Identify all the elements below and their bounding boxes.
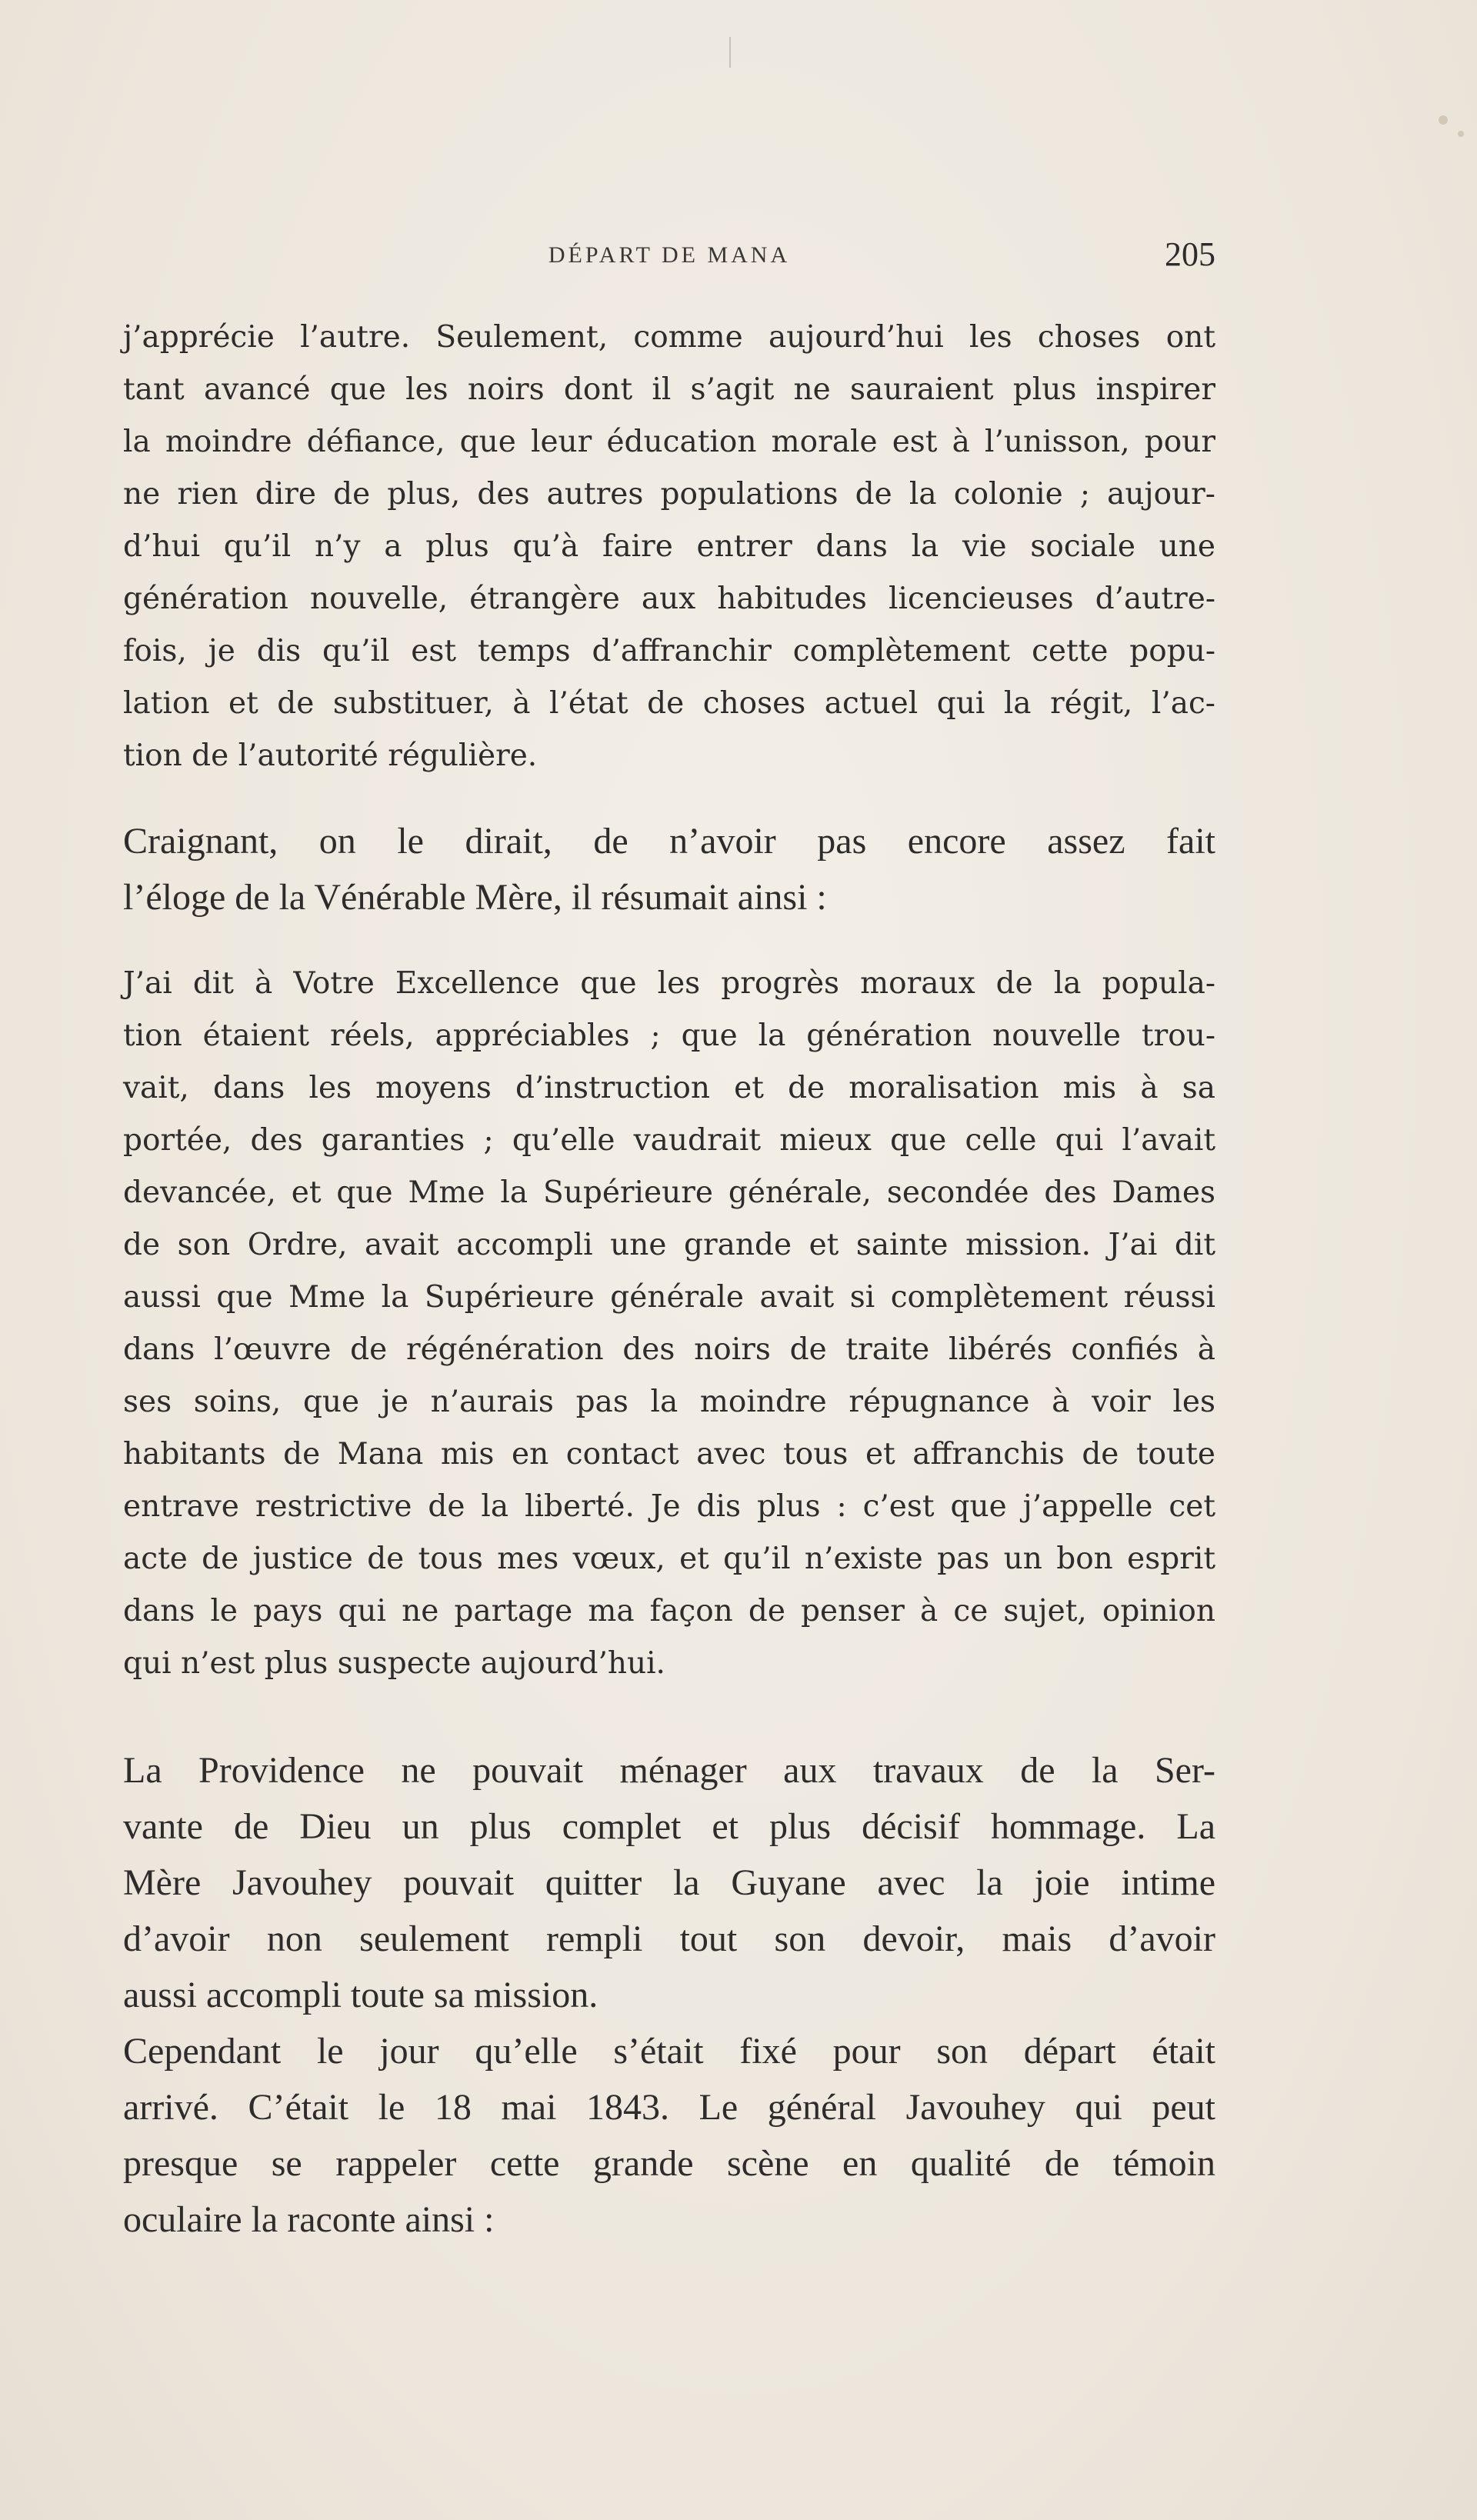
text-line: La Providence ne pouvait ménager aux travaux de la Ser- [123, 1750, 1215, 1791]
text-line: Craignant, on le dirait, de n’avoir pas encore assez fait [123, 821, 1215, 862]
text-line: J’ai dit à Votre Excellence que les progrès moraux de la popula- [123, 966, 1215, 1001]
text-line: portée, des garanties ; qu’elle vaudrait mieux que celle qui l’avait [123, 1123, 1215, 1158]
paper-mark [729, 37, 731, 68]
text-line: ne rien dire de plus, des autres populations de la colonie ; aujour- [123, 477, 1215, 512]
body-paragraph [123, 2023, 1215, 2248]
text-line: presque se rappeler cette grande scène en qualité de témoin [123, 2143, 1215, 2184]
text-line: lation et de substituer, à l’état de choses actuel qui la régit, l’ac- [123, 686, 1215, 721]
quote-paragraph [123, 958, 1215, 1690]
paper-speck [1458, 131, 1464, 137]
page-number: 205 [1165, 235, 1215, 273]
quote-paragraph-continued [123, 312, 1215, 782]
text-line: entrave restrictive de la liberté. Je dis plus : c’est que j’appelle cet [123, 1489, 1215, 1524]
running-head: DÉPART DE MANA [548, 242, 791, 268]
body-paragraph [123, 813, 1215, 925]
text-line: de son Ordre, avait accompli une grande et sainte mission. J’ai dit [123, 1228, 1215, 1262]
text-line: Mère Javouhey pouvait quitter la Guyane avec la joie intime [123, 1862, 1215, 1903]
text-line: fois, je dis qu’il est temps d’affranchir complètement cette popu- [123, 634, 1215, 668]
text-line: vante de Dieu un plus complet et plus décisif hommage. La [123, 1806, 1215, 1847]
text-line: l’éloge de la Vénérable Mère, il résumait ainsi : [123, 877, 827, 918]
text-line: j’apprécie l’autre. Seulement, comme aujourd’hui les choses ont [123, 320, 1215, 355]
text-line: tion étaient réels, appréciables ; que la génération nouvelle trou- [123, 1018, 1215, 1053]
text-line: aussi accompli toute sa mission. [123, 1975, 598, 2015]
body-paragraph [123, 1742, 1215, 2023]
text-line: arrivé. C’était le 18 mai 1843. Le général Javouhey qui peut [123, 2087, 1215, 2128]
text-line: dans l’œuvre de régénération des noirs de traite libérés confiés à [123, 1332, 1215, 1367]
paper-speck [1439, 115, 1448, 125]
text-line: d’hui qu’il n’y a plus qu’à faire entrer dans la vie sociale une [123, 529, 1215, 564]
text-line: aussi que Mme la Supérieure générale avait si complètement réussi [123, 1280, 1215, 1315]
text-line: tant avancé que les noirs dont il s’agit ne sauraient plus inspirer [123, 372, 1215, 407]
text-line: d’avoir non seulement rempli tout son devoir, mais d’avoir [123, 1918, 1215, 1959]
text-line: génération nouvelle, étrangère aux habitudes licencieuses d’autre- [123, 582, 1215, 616]
text-line: qui n’est plus suspecte aujourd’hui. [123, 1646, 665, 1681]
text-line: devancée, et que Mme la Supérieure générale, secondée des Dames [123, 1175, 1215, 1210]
text-line: ses soins, que je n’aurais pas la moindre répugnance à voir les [123, 1385, 1215, 1419]
text-line: dans le pays qui ne partage ma façon de penser à ce sujet, opinion [123, 1594, 1215, 1628]
text-line: habitants de Mana mis en contact avec tous et affranchis de toute [123, 1437, 1215, 1472]
text-line: Cependant le jour qu’elle s’était fixé pour son départ était [123, 2031, 1215, 2072]
text-line: la moindre défiance, que leur éducation morale est à l’unisson, pour [123, 425, 1215, 459]
text-line: vait, dans les moyens d’instruction et de moralisation mis à sa [123, 1071, 1215, 1105]
text-line: acte de justice de tous mes vœux, et qu’il n’existe pas un bon esprit [123, 1542, 1215, 1576]
text-line: oculaire la raconte ainsi : [123, 2199, 495, 2240]
text-line: tion de l’autorité régulière. [123, 738, 538, 773]
page-header [123, 235, 1215, 281]
